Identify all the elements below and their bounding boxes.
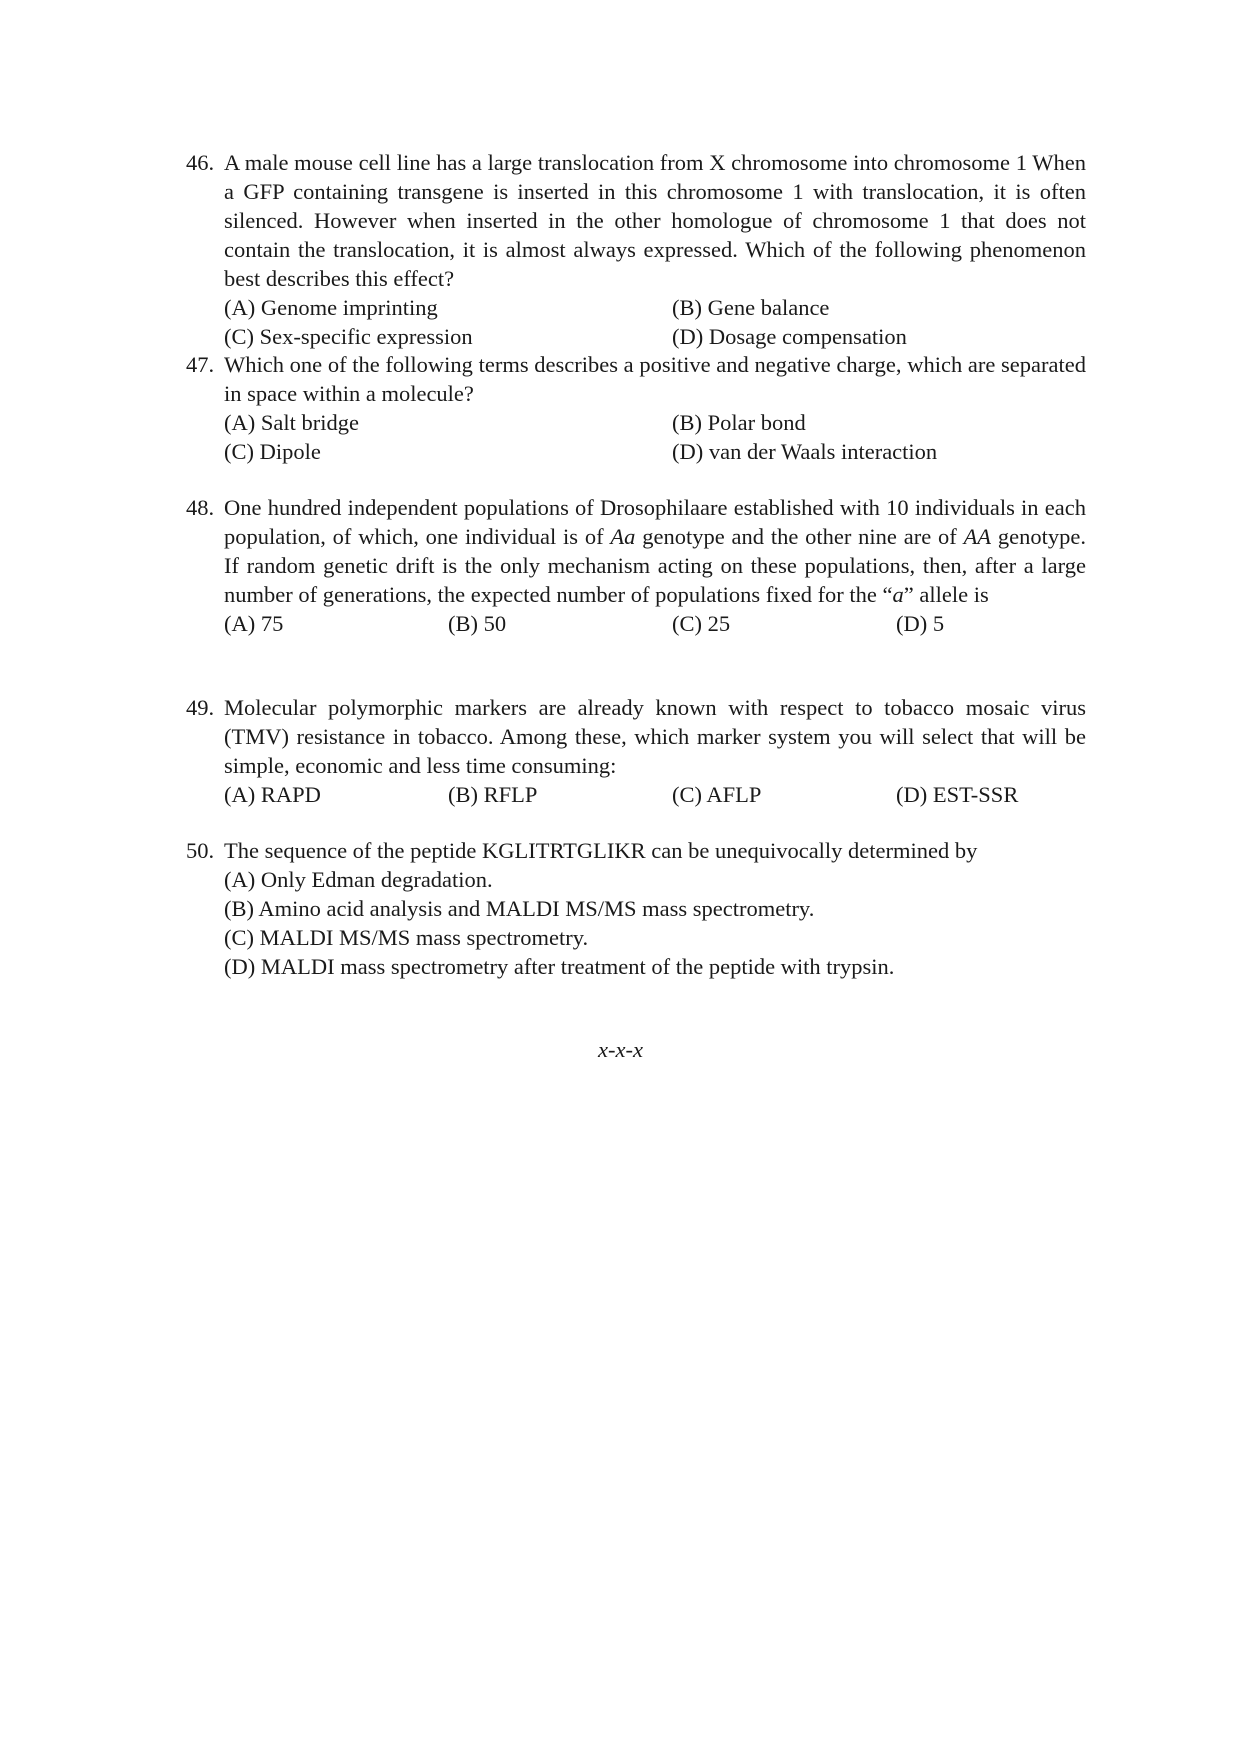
question-text: Which one of the following terms describes a positive and negative charge, which are separated in space within a molecule? — [224, 352, 1086, 406]
question-number: 47. — [186, 352, 215, 377]
option-d: (D) MALDI mass spectrometry after treatment of the peptide with trypsin. — [224, 954, 895, 979]
question-text: The sequence of the peptide KGLITRTGLIKR can be unequivocally determined by — [224, 838, 978, 863]
question-text: A male mouse cell line has a large translocation from X chromosome into chromosome 1 When a GFP containing transgene is inserted in this chromosome 1 with translocation, it is often silenced. However when inserted in the other homologue of chromosome 1 that does not contain the translocation, it is almost always expressed. Which of the following phenomenon best describes this effect? — [224, 150, 1086, 291]
option-b: (B) RFLP — [448, 782, 538, 807]
question-number: 49. — [186, 695, 215, 720]
question-50 — [186, 836, 1086, 981]
option-c: (C) Dipole — [224, 439, 321, 464]
option-c: (C) MALDI MS/MS mass spectrometry. — [224, 925, 589, 950]
option-c: (C) AFLP — [672, 782, 762, 807]
option-c: (C) 25 — [672, 611, 731, 636]
question-text: Molecular polymorphic markers are already known with respect to tobacco mosaic virus (TMV) resistance in tobacco. Among these, which marker system you will select that will be simple, economic and less time consuming: — [224, 695, 1086, 778]
option-d: (D) van der Waals interaction — [672, 439, 938, 464]
option-a: (A) Salt bridge — [224, 410, 359, 435]
option-b: (B) Amino acid analysis and MALDI MS/MS mass spectrometry. — [224, 896, 815, 921]
option-d: (D) Dosage compensation — [672, 324, 907, 349]
question-number: 50. — [186, 838, 215, 863]
option-c: (C) Sex-specific expression — [224, 324, 473, 349]
option-b: (B) Polar bond — [672, 410, 806, 435]
question-47 — [186, 350, 1086, 466]
option-a: (A) 75 — [224, 611, 284, 636]
option-b: (B) 50 — [448, 611, 507, 636]
option-a: (A) RAPD — [224, 782, 321, 807]
option-d: (D) 5 — [896, 611, 945, 636]
question-46 — [186, 148, 1086, 351]
option-d: (D) EST-SSR — [896, 782, 1019, 807]
end-of-paper-mark: x-x-x — [598, 1037, 643, 1062]
option-a: (A) Only Edman degradation. — [224, 867, 493, 892]
question-49 — [186, 693, 1086, 809]
question-text: One hundred independent populations of Drosophilaare established with 10 individuals in each population, of which, one individual is of Aa genotype and the other nine are of AA genotype. If random genetic drift is the only mechanism acting on these populations, then, after a large number of generations, the expected number of populations fixed for the “a” allele is — [224, 495, 1086, 607]
question-48 — [186, 493, 1086, 638]
option-b: (B) Gene balance — [672, 295, 830, 320]
question-number: 46. — [186, 150, 215, 175]
option-a: (A) Genome imprinting — [224, 295, 438, 320]
question-number: 48. — [186, 495, 215, 520]
